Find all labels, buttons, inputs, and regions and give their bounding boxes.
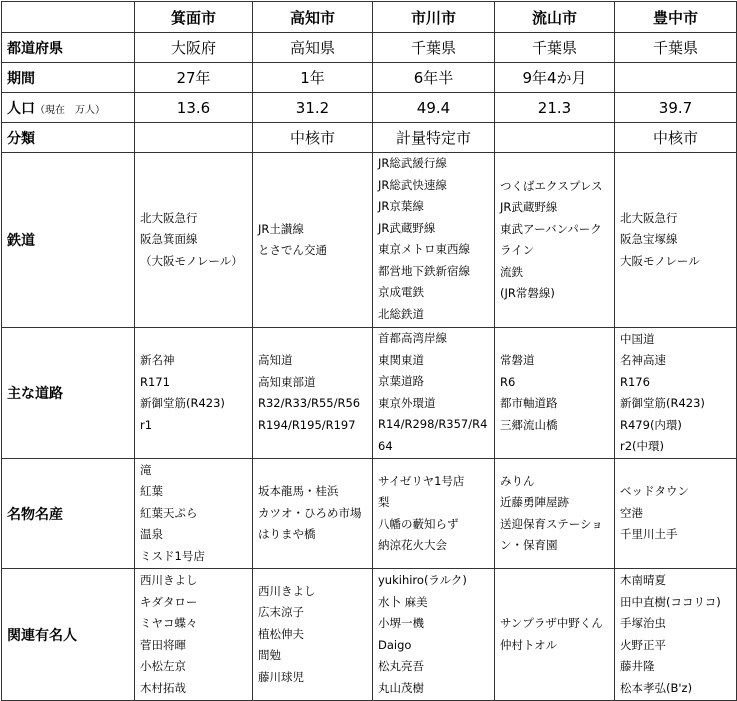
cell-line: 坂本龍馬・桂浜: [258, 484, 339, 499]
population-cell: 39.7: [615, 93, 737, 123]
cell-line: 都市軸道路: [500, 396, 558, 410]
specialties-cell: [135, 459, 253, 569]
railway-cell: [253, 153, 373, 328]
cell-line: つくばエクスプレス: [500, 178, 603, 193]
period-cell: 1年: [253, 63, 373, 93]
cell-line: 64: [378, 438, 393, 453]
cell-line: 納涼花火大会: [378, 538, 447, 552]
cell-line: 田中直樹(ココリコ): [620, 594, 721, 609]
roads-cell: [135, 328, 253, 459]
city-comparison-table: [1, 1, 737, 701]
people-cell: [615, 569, 737, 701]
cell-line: 木村拓哉: [140, 680, 186, 695]
roads-cell: [253, 328, 373, 459]
cell-line: 三郷流山橋: [500, 417, 558, 432]
corner-cell: [2, 2, 135, 33]
cell-line: 高知東部道: [258, 374, 316, 389]
roads-cell: [615, 328, 737, 459]
cell-line: みりん: [500, 473, 535, 488]
cell-line: JR武蔵野線: [378, 220, 436, 235]
cell-line: 東京外環道: [378, 395, 436, 410]
period-row: [2, 63, 737, 93]
cell-line: （大阪モノレール）: [140, 253, 243, 268]
cell-line: 名神高速: [620, 353, 666, 367]
cell-line: 木南晴夏: [620, 573, 666, 587]
roads-cell: [373, 328, 495, 459]
specialties-cell: [253, 459, 373, 569]
railway-row: [2, 153, 737, 328]
cell-line: Daigo: [378, 637, 412, 652]
cell-line: 藤川球児: [258, 669, 304, 684]
cell-line: JR総武緩行線: [378, 156, 447, 170]
cell-line: r2(中環): [620, 439, 665, 453]
category-row: [2, 123, 737, 153]
cell-line: 紅葉天ぷら: [140, 505, 198, 520]
cell-line: 菅田将暉: [140, 637, 186, 652]
cell-line: ライン: [500, 243, 535, 257]
cell-line: 松本孝弘(B'z): [620, 680, 693, 695]
cell-line: サンプラザ中野くん: [500, 616, 603, 630]
prefecture-row: [2, 33, 737, 63]
cell-line: R171: [140, 374, 170, 389]
cell-line: 西川きよし: [140, 573, 198, 587]
specialties-cell: [495, 459, 615, 569]
population-cell: 13.6: [135, 93, 253, 123]
railway-cell: [615, 153, 737, 328]
cell-line: 梨: [378, 495, 390, 509]
cell-line: キダタロー: [140, 594, 198, 609]
cell-line: 高知道: [258, 353, 293, 367]
cell-line: R176: [620, 374, 650, 389]
cell-line: 水卜 麻美: [378, 594, 428, 609]
cell-line: yukihiro(ラルク): [378, 573, 467, 587]
cell-line: r1: [140, 417, 153, 432]
category-cell: 計量特定市: [373, 123, 495, 153]
prefecture-cell: 千葉県: [615, 33, 737, 63]
cell-line: 空港: [620, 505, 643, 520]
city-header: 流山市: [495, 2, 615, 33]
cell-line: (JR常磐線): [500, 286, 555, 300]
cell-line: カツオ・ひろめ市場: [258, 505, 362, 520]
cell-line: 新御堂筋(R423): [140, 396, 225, 410]
cell-line: 千里川土手: [620, 527, 678, 542]
cell-line: R6: [500, 374, 516, 389]
cell-line: 中国道: [620, 331, 655, 346]
cell-line: R14/R298/R357/R4: [378, 417, 488, 431]
cell-line: 新御堂筋(R423): [620, 396, 705, 410]
cell-line: 新名神: [140, 353, 175, 367]
row-label: 分類: [2, 123, 135, 153]
cell-line: 植松伸夫: [258, 626, 304, 641]
period-cell: 6年半: [373, 63, 495, 93]
city-header: 箕面市: [135, 2, 253, 33]
cell-line: 首都高湾岸線: [378, 331, 447, 345]
cell-line: 松丸亮吾: [378, 659, 424, 673]
cell-line: 阪急箕面線: [140, 232, 198, 247]
prefecture-cell: 千葉県: [373, 33, 495, 63]
railway-cell: [135, 153, 253, 328]
cell-line: 八幡の藪知らず: [378, 516, 459, 531]
cell-line: 東京メトロ東西線: [378, 242, 470, 256]
cell-line: 流鉄: [500, 264, 523, 279]
cell-line: ベッドタウン: [620, 484, 689, 499]
cell-line: 紅葉: [140, 484, 163, 499]
row-label: 鉄道: [2, 153, 135, 328]
cell-line: 広末涼子: [258, 605, 304, 620]
row-label: 都道府県: [2, 33, 135, 63]
cell-line: 京成電鉄: [378, 285, 424, 299]
cell-line: R194/R195/R197: [258, 417, 356, 432]
city-header: 市川市: [373, 2, 495, 33]
cell-line: R32/R33/R55/R56: [258, 396, 361, 410]
roads-row: [2, 328, 737, 459]
cell-line: 京葉道路: [378, 374, 424, 388]
population-cell: 49.4: [373, 93, 495, 123]
cell-line: ミヤコ蝶々: [140, 616, 198, 630]
cell-line: ミスド1号店: [140, 548, 205, 563]
cell-line: とさでん交通: [258, 243, 327, 257]
roads-cell: [495, 328, 615, 459]
cell-line: 北総鉄道: [378, 306, 424, 321]
cell-line: 大阪モノレール: [620, 253, 700, 268]
cell-line: 間勉: [258, 648, 281, 663]
cell-line: 都営地下鉄新宿線: [378, 263, 470, 278]
cell-line: 東関東道: [378, 352, 424, 367]
cell-line: サイゼリヤ1号店: [378, 473, 465, 488]
row-label-sub: （現在 万人）: [35, 104, 105, 116]
cell-line: はりまや橋: [258, 527, 316, 542]
row-label: 名物名産: [2, 459, 135, 569]
row-label: 期間: [2, 63, 135, 93]
population-cell: 21.3: [495, 93, 615, 123]
row-label: [2, 93, 135, 123]
cell-line: 阪急宝塚線: [620, 232, 678, 247]
period-cell: 27年: [135, 63, 253, 93]
people-cell: [253, 569, 373, 701]
cell-line: 近藤勇陣屋跡: [500, 495, 569, 509]
city-header: 豊中市: [615, 2, 737, 33]
railway-cell: [373, 153, 495, 328]
cell-line: 火野正平: [620, 637, 666, 652]
cell-line: JR総武快速線: [378, 177, 447, 192]
cell-line: JR京葉線: [378, 199, 424, 213]
period-cell: 9年4か月: [495, 63, 615, 93]
row-label: 主な道路: [2, 328, 135, 459]
railway-cell: [495, 153, 615, 328]
cell-line: 仲村トオル: [500, 637, 558, 652]
cell-line: 送迎保育ステーショ: [500, 516, 603, 531]
cell-line: 小松左京: [140, 659, 186, 673]
specialties-row: [2, 459, 737, 569]
period-cell: [615, 63, 737, 93]
cell-line: ン・保育園: [500, 538, 558, 552]
people-row: [2, 569, 737, 701]
header-row: [2, 2, 737, 33]
cell-line: 滝: [140, 462, 152, 477]
prefecture-cell: 大阪府: [135, 33, 253, 63]
prefecture-cell: 千葉県: [495, 33, 615, 63]
population-cell: 31.2: [253, 93, 373, 123]
cell-line: R479(内環): [620, 417, 682, 432]
cell-line: 小堺一機: [378, 616, 424, 630]
specialties-cell: [615, 459, 737, 569]
people-cell: [495, 569, 615, 701]
cell-line: 藤井隆: [620, 659, 655, 673]
cell-line: 丸山茂樹: [378, 680, 424, 695]
cell-line: 北大阪急行: [620, 210, 678, 225]
specialties-cell: [373, 459, 495, 569]
cell-line: 温泉: [140, 527, 163, 542]
row-label-text: 人口: [7, 100, 35, 117]
row-label: 関連有名人: [2, 569, 135, 701]
cell-line: 手塚治虫: [620, 616, 666, 630]
cell-line: JR土讃線: [258, 221, 304, 236]
cell-line: JR武蔵野線: [500, 200, 558, 214]
cell-line: 東武アーバンパーク: [500, 221, 602, 236]
people-cell: [373, 569, 495, 701]
category-cell: [495, 123, 615, 153]
cell-line: 西川きよし: [258, 583, 316, 598]
city-header: 高知市: [253, 2, 373, 33]
category-cell: 中核市: [253, 123, 373, 153]
category-cell: 中核市: [615, 123, 737, 153]
cell-line: 常磐道: [500, 353, 535, 367]
people-cell: [135, 569, 253, 701]
population-row: [2, 93, 737, 123]
prefecture-cell: 高知県: [253, 33, 373, 63]
category-cell: [135, 123, 253, 153]
cell-line: 北大阪急行: [140, 210, 198, 225]
